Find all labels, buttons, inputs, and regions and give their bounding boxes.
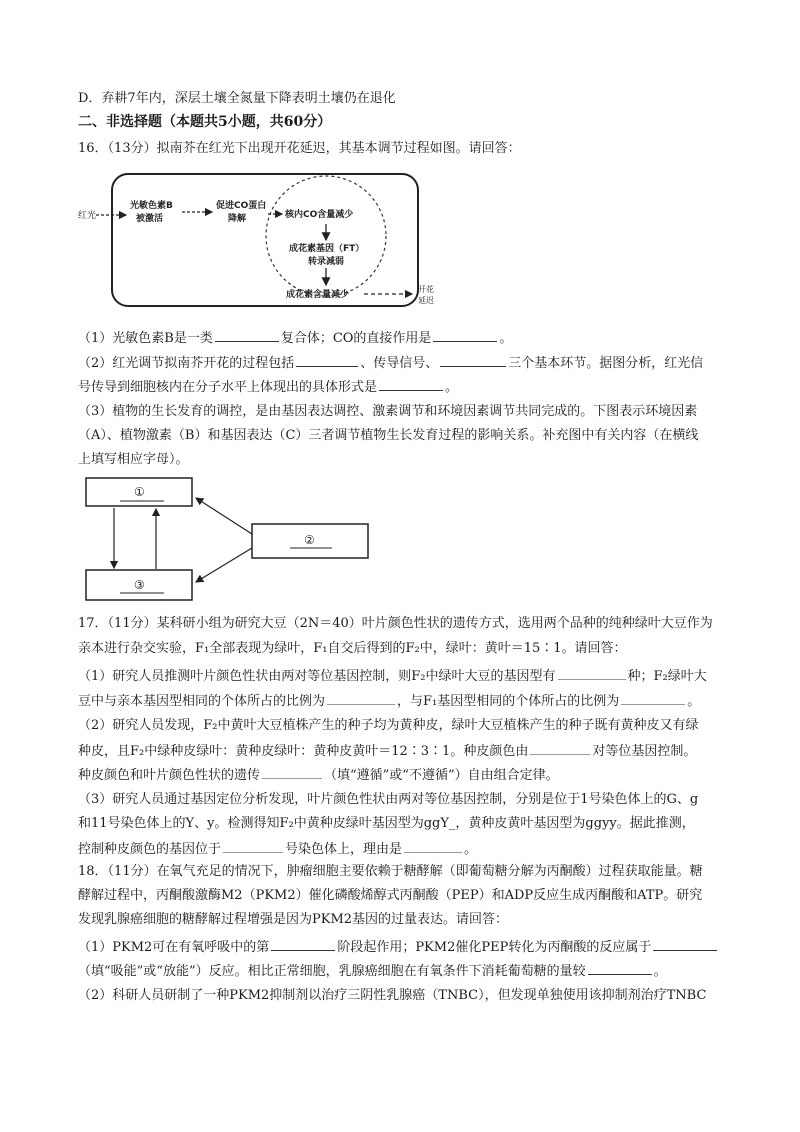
answer-blank[interactable] — [433, 328, 497, 342]
phytochrome-b-label: 光敏色素B — [130, 201, 173, 211]
co-degradation-label-2: 降解 — [228, 214, 247, 224]
answer-blank[interactable] — [223, 839, 283, 853]
q16-stem: 16．（13分）拟南芥在红光下出现开花延迟，其基本调节过程如图。请回答： — [78, 141, 521, 156]
red-light-label: 红光 — [78, 211, 97, 221]
answer-blank[interactable] — [262, 765, 322, 779]
answer-blank[interactable] — [404, 839, 462, 853]
q16-part3-cont: （A）、植物激素（B）和基因表达（C）三者调节植物生长发育过程的影响关系。补充图中有关内容（在横线 — [78, 428, 699, 443]
co-degradation-label: 促进CO蛋白 — [216, 201, 267, 211]
box-2-label: ② — [304, 533, 315, 547]
box-3-label: ③ — [134, 578, 145, 592]
answer-blank[interactable] — [440, 353, 506, 367]
q16-relation-diagram — [84, 476, 384, 604]
nuclear-co-label: 核内CO含量减少 — [285, 210, 354, 220]
q17-part3: （3）研究人员通过基因定位分析发现，叶片颜色性状由两对等位基因控制，分别是位于1号染色体上的G、g — [78, 792, 699, 807]
q17-part1-cont: 豆中与亲本基因型相同的个体所占的比例为 ，与F₁基因型相同的个体所占的比例为 。 — [78, 691, 700, 711]
answer-blank[interactable] — [558, 666, 626, 680]
q17-stem: 17．（11分）某科研小组为研究大豆（2N＝40）叶片颜色性状的遗传方式，选用两个品种的纯种绿叶大豆作为 — [78, 616, 713, 631]
q18-part2: （2）科研人员研制了一种PKM2抑制剂以治疗三阴性乳腺癌（TNBC），但发现单独使用该抑制剂治疗TNBC — [78, 988, 707, 1003]
q16-part3: （3）植物的生长发育的调控，是由基因表达调控、激素调节和环境因素调节共同完成的。下图表示环境因素 — [78, 404, 698, 419]
flowering-delay-label: 开花 — [418, 285, 434, 294]
answer-blank[interactable] — [621, 691, 685, 705]
section-heading: 二、非选择题（本题共5小题，共60分） — [78, 114, 332, 130]
answer-blank[interactable] — [588, 961, 652, 975]
answer-blank[interactable] — [653, 937, 717, 951]
answer-blank[interactable] — [530, 741, 590, 755]
flowering-delay-label-2: 延迟 — [418, 296, 434, 305]
q17-part2-cont2: 种皮颜色和叶片颜色性状的遗传 （填“遵循”或“不遵循”）自由组合定律。 — [78, 765, 559, 785]
answer-blank[interactable] — [215, 328, 279, 342]
q16-part2: （2）红光调节拟南芥开花的过程包括 、传导信号、 三个基本环节。据图分析，红光信 — [78, 353, 703, 373]
q17-stem-cont: 亲本进行杂交实验，F₁全部表现为绿叶，F₁自交后得到的F₂中，绿叶：黄叶＝15∶1。请回答： — [78, 641, 627, 656]
answer-blank[interactable] — [271, 937, 335, 951]
q17-part2: （2）研究人员发现，F₂中黄叶大豆植株产生的种子均为黄种皮，绿叶大豆植株产生的种子既有黄种皮又有绿 — [78, 718, 699, 733]
q18-stem: 18．（11分）在氧气充足的情况下，肿瘤细胞主要依赖于糖酵解（即葡萄糖分解为丙酮酸）过程获取能量。糖 — [78, 864, 703, 879]
ft-transcription-label: 转录减弱 — [308, 257, 345, 267]
q18-part1-cont: （填“吸能”或“放能”）反应。相比正常细胞，乳腺癌细胞在有氧条件下消耗葡萄糖的量较 。 — [78, 961, 667, 981]
q17-part3-cont: 和11号染色体上的Y、y。检测得知F₂中黄种皮绿叶基因型为ggY_，黄种皮黄叶基因型为ggyy。据此推测， — [78, 816, 695, 831]
q18-part1: （1）PKM2可在有氧呼吸中的第 阶段起作用；PKM2催化PEP转化为丙酮酸的反应属于 — [78, 937, 719, 957]
box-1-label: ① — [134, 485, 145, 499]
q16-part2-cont: 号传导到细胞核内在分子水平上体现出的具体形式是 。 — [78, 377, 458, 397]
q17-part3-cont2: 控制种皮颜色的基因位于 号染色体上，理由是 。 — [78, 839, 477, 859]
q18-stem-cont: 酵解过程中，丙酮酸激酶M2（PKM2）催化磷酸烯醇式丙酮酸（PEP）和ADP反应生成丙酮酸和ATP。研究 — [78, 888, 703, 903]
ft-gene-label: 成花素基因（FT） — [289, 244, 365, 254]
q18-stem-cont2: 发现乳腺癌细胞的糖酵解过程增强是因为PKM2基因的过量表达。请回答： — [78, 912, 509, 927]
q17-part2-cont: 种皮，且F₂中绿种皮绿叶：黄种皮绿叶：黄种皮黄叶＝12∶3∶1。种皮颜色由 对等位基因控制。 — [78, 741, 696, 761]
option-d: D．弃耕7年内，深层土壤全氮量下降表明土壤仍在退化 — [78, 91, 396, 106]
answer-blank[interactable] — [296, 353, 358, 367]
q16-flow-diagram — [78, 168, 458, 318]
q16-part3-cont2: 上填写相应字母）。 — [78, 452, 189, 467]
florigen-label: 成花素含量减少 — [286, 290, 350, 300]
q16-part1: （1）光敏色素B是一类 复合体；CO的直接作用是 。 — [78, 328, 512, 348]
answer-blank[interactable] — [327, 691, 395, 705]
phytochrome-b-activated: 被激活 — [136, 214, 164, 224]
answer-blank[interactable] — [379, 377, 443, 391]
q17-part1: （1）研究人员推测叶片颜色性状由两对等位基因控制，则F₂中绿叶大豆的基因型有 种；F₂绿叶大 — [78, 666, 707, 686]
